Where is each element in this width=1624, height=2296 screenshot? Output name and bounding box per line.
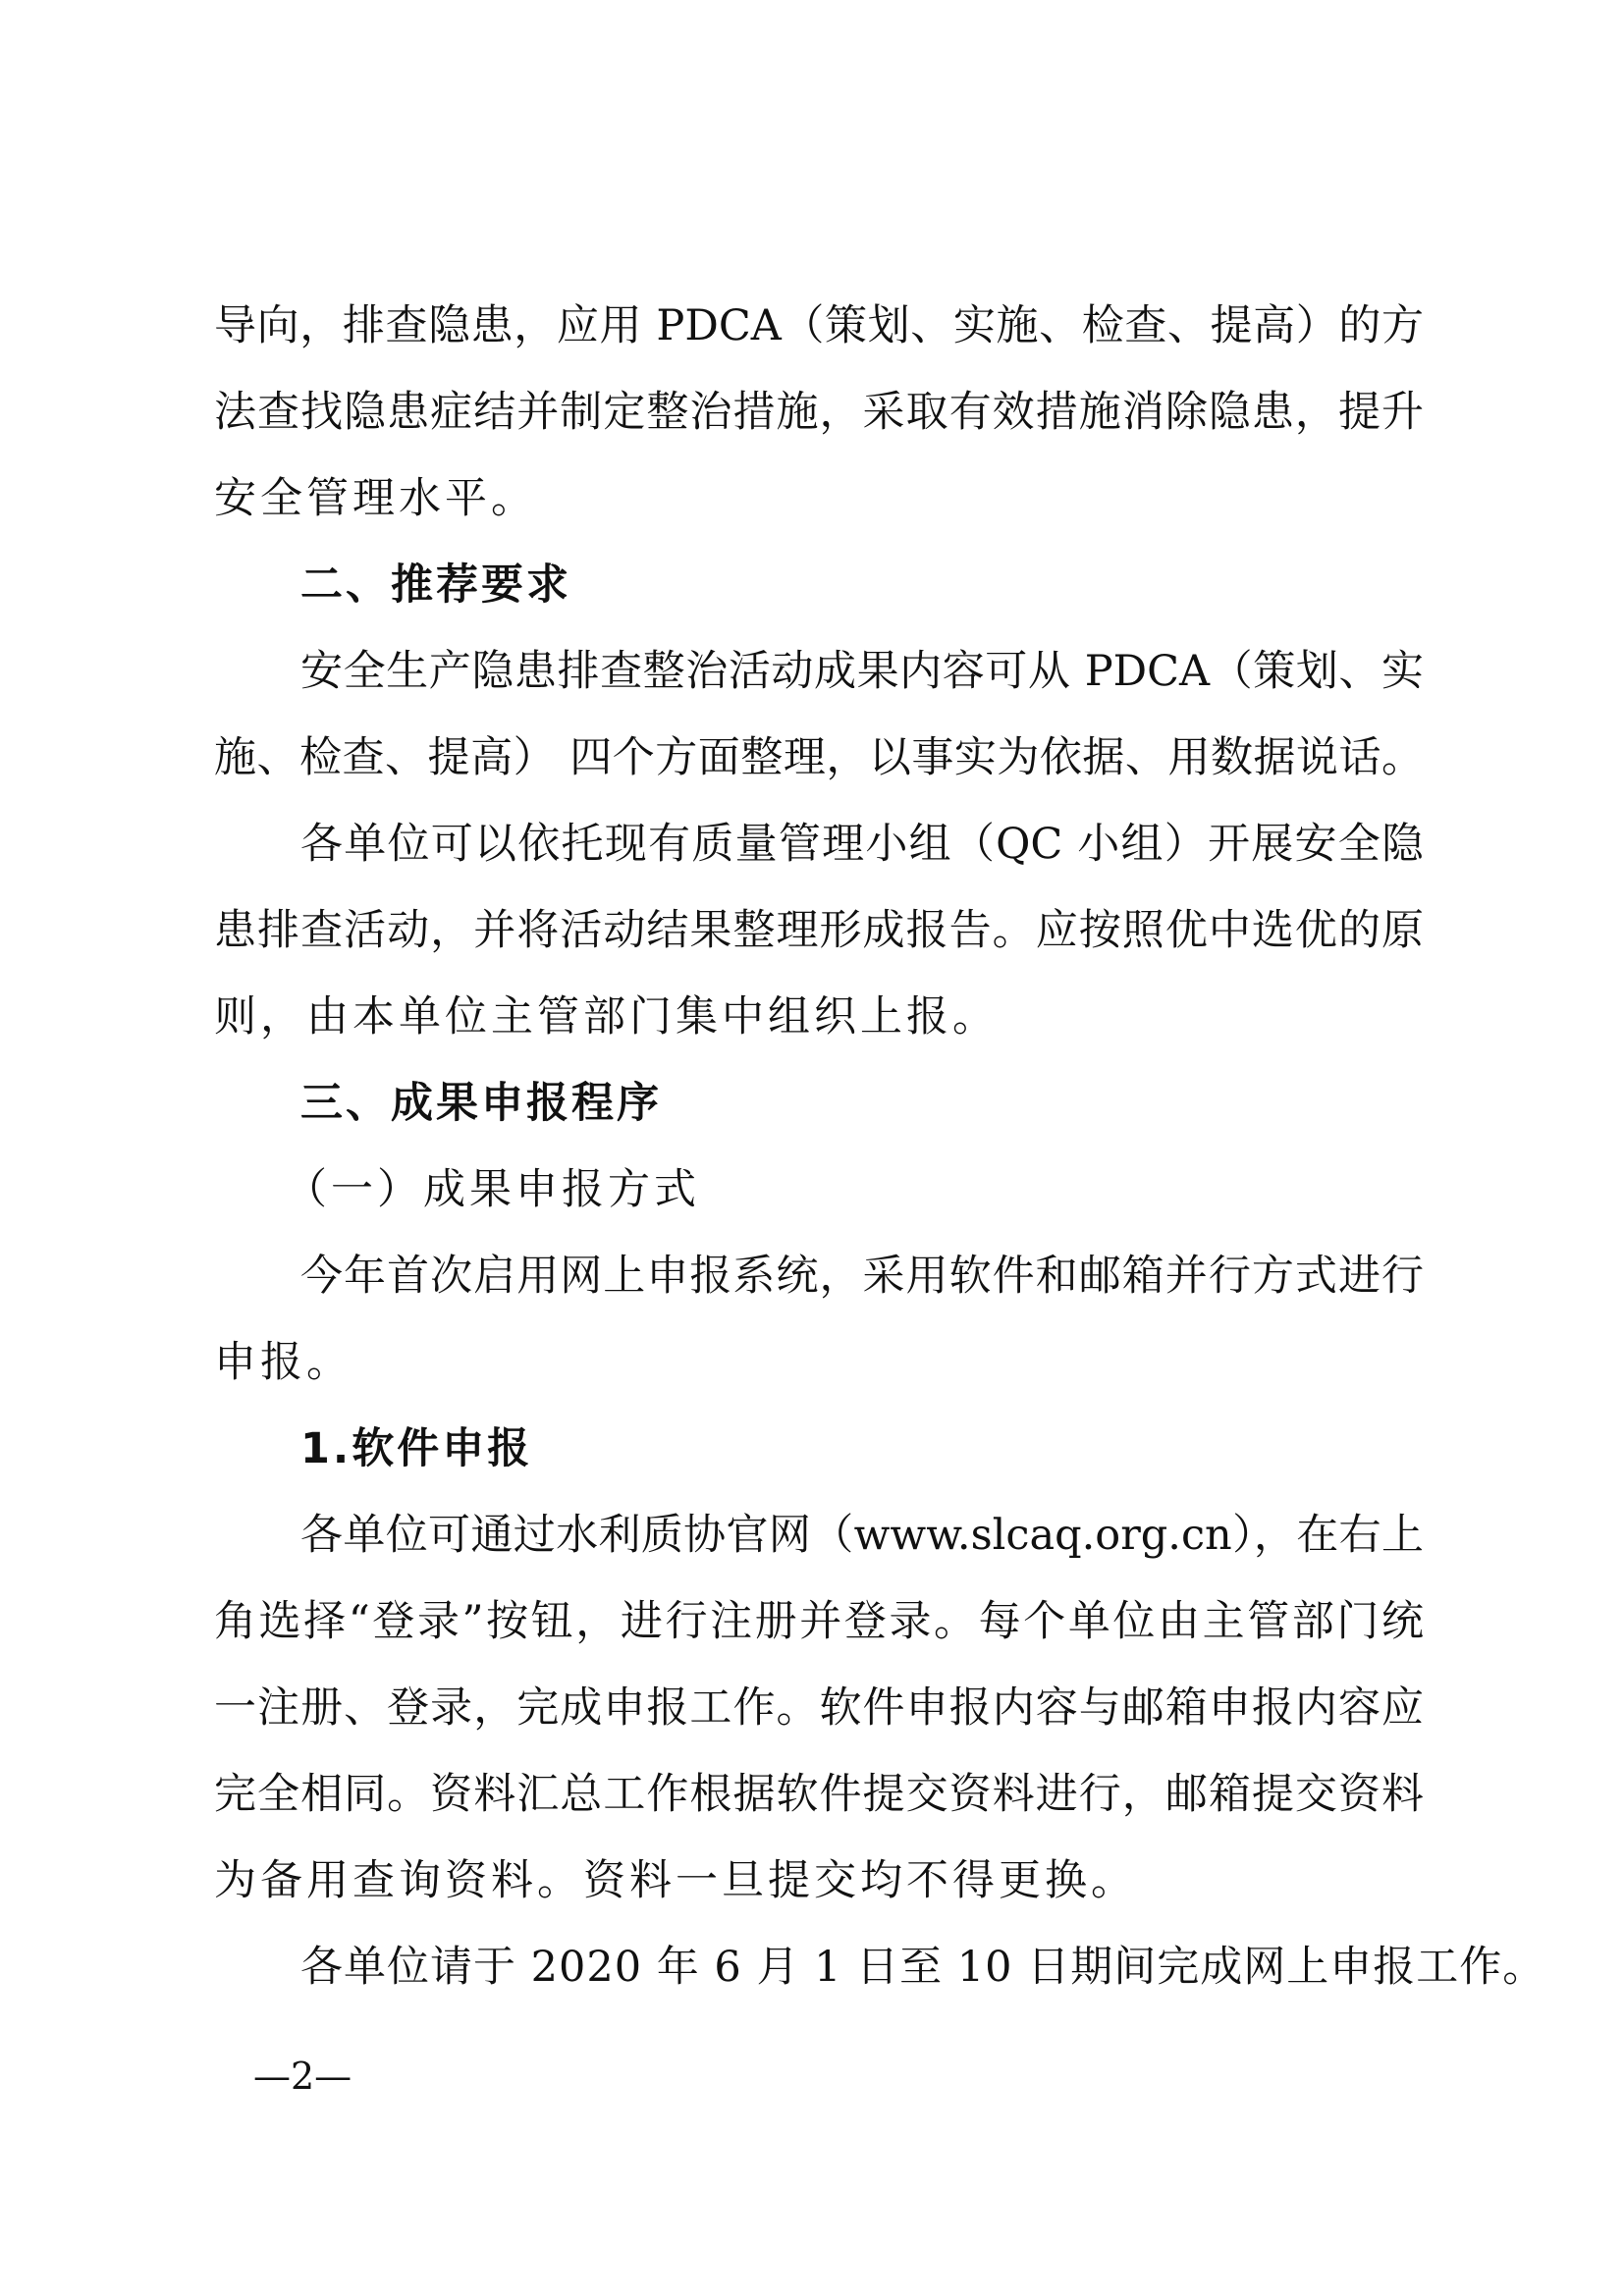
paragraph-line: 导向，排查隐患，应用 PDCA（策划、实施、检查、提高）的方 [214, 301, 1424, 350]
paragraph-line: 今年首次启用网上申报系统，采用软件和邮箱并行方式进行 [300, 1252, 1424, 1301]
paragraph-line: 各单位请于 2020 年 6 月 1 日至 10 日期间完成网上申报工作。 [300, 1943, 1546, 1992]
paragraph-line: 各单位可以依托现有质量管理小组（QC 小组）开展安全隐 [300, 820, 1424, 869]
paragraph-line: 一注册、登录，完成申报工作。软件申报内容与邮箱申报内容应 [214, 1683, 1424, 1733]
paragraph-line: 角选择“登录”按钮，进行注册并登录。每个单位由主管部门统 [214, 1597, 1424, 1646]
page-number: —2— [253, 2055, 352, 2098]
paragraph-line: 施、检查、提高） 四个方面整理，以事实为依据、用数据说话。 [214, 733, 1424, 782]
item-heading-software-submission: 1.软件申报 [300, 1424, 533, 1473]
subsection-heading-method: （一）成果申报方式 [285, 1165, 700, 1214]
paragraph-line: 安全生产隐患排查整治活动成果内容可从 PDCA（策划、实 [300, 647, 1424, 696]
paragraph-line: 为备用查询资料。资料一旦提交均不得更换。 [214, 1856, 1137, 1905]
paragraph-line: 完全相同。资料汇总工作根据软件提交资料进行，邮箱提交资料 [214, 1770, 1424, 1819]
paragraph-line: 则，由本单位主管部门集中组织上报。 [214, 992, 999, 1041]
paragraph-line: 患排查活动，并将活动结果整理形成报告。应按照优中选优的原 [214, 906, 1424, 955]
paragraph-line: 申报。 [214, 1338, 352, 1387]
paragraph-line: 法查找隐患症结并制定整治措施，采取有效措施消除隐患，提升 [214, 388, 1424, 437]
section-heading-procedure: 三、成果申报程序 [300, 1079, 662, 1128]
paragraph-line: 各单位可通过水利质协官网（www.slcaq.org.cn），在右上 [300, 1511, 1424, 1560]
paragraph-line: 安全管理水平。 [214, 474, 537, 523]
section-heading-recommendation: 二、推荐要求 [300, 561, 571, 610]
